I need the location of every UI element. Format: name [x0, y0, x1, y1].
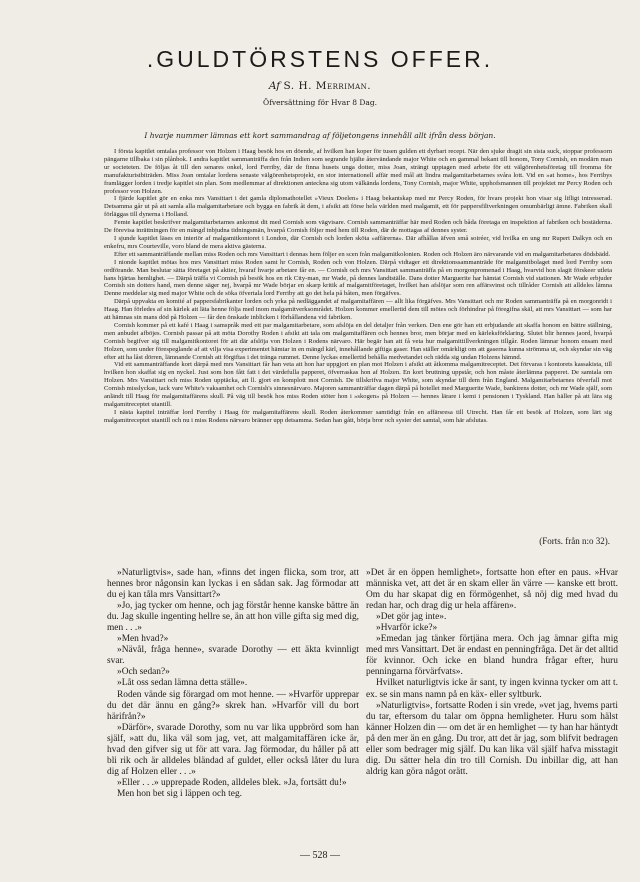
story-title: .GULDTÖRSTENS OFFER. — [146, 46, 494, 72]
paragraph: »Eller . . .» upprepade Roden, alldeles blek. »Ja, fortsätt du!» — [117, 777, 347, 788]
summary-paragraph: I nionde kapitlet mötas hos mrs Vansittart miss Roden samt hr Cornish, Roden och von Holzen. Därpå vidtager ett direktionssammanträde för malgamitbolaget med lord Ferriby som ordförande. Man beslutar sätta företaget på aktier, hvaraf hvarje arbetare får en. — Cornish och mrs Vansittart sammanträffa på en morgonpromenad i Haag, hvarvid hon slagit förskeer utleta hans hjärtas hemlighet. — Därpå träffa vi Cornish på besök hos en rik City-man, mr Wade, på dennes landtställe. Dans dotter Marguerite har hämtat Cornish vid stationen. Mr Wade erbjuder Cornish sin dotters hand, men denne säger nej, hvarpå mr Wade börjar en skarp kritik af malgamitföretaget, hvilket han afslöjar som ren affärsvinst och tillråder Cornish att alldeles lämna Denne meddelar sig med major White och de söka öfvertala lord Ferriby att go det hela på båten, men förgäfves. — [104, 258, 612, 298]
paragraph: »Naturligtvis», fortsatte Roden i sin vrede, »vet jag, hvems parti du tar, eftersom du talar om öppna hemligheter. Huru som hälst känner Holzen din — om det är en hemlighet — ty han har häntydt på den mer än en gång. Du tror, att det är jag, som blifvit bedragen eller som bedrager mig själf. Du kan lika väl själf hafva misstagit dig. Du sätter hela din tro till Cornish. Du inbillar dig, att han aldrig kan göra något orätt. — [366, 700, 618, 777]
summary-paragraph: Efter ett sammanträffande mellan miss Roden och mrs Vansittart i dennas hem följer en scen från malgamitkolonien. Roden och Holzen äro närvarande vid en malgamitarbetares dödsbädd. — [114, 250, 611, 258]
summary-paragraph: Femte kapitlet beskrifver malgamitarbetarnes ankomst dit med Cornish som vägvisare. Cornish sammanträffar här med Roden och båda företaga en inspektion af fabriken och bostäderna. De förevisa inrättningen för en mängd inbjudna tidningsmän, hvarpå Cornish följer med hem till Roden, där de mottagas af dennes syster. — [104, 219, 612, 235]
byline-prefix: Af — [268, 80, 281, 92]
paragraph: »Det är en öppen hemlighet», fortsatte hon efter en paus. »Hvar människa vet, att det är en skam eller än värre — kanske ett brott. Om du har skapat dig en förmögenhet, så nöj dig med hvad du redan har, och drag dig ur hela affären». — [366, 568, 618, 612]
paragraph: »Nävål, fråga henne», svarade Dorothy — ett äkta kvinnligt svar. — [107, 645, 359, 667]
paragraph: »Därför», svarade Dorothy, som nu var lika uppbrörd som han själf, »att du, lika väl som jag, vet, att malgamitaffären icke är, hvad den gifver sig ut för att vara. Jag förmodar, du håller på att bli rik och är alldeles bländad af guldet, eller också låter du lura dig af Holzen eller . . .» — [107, 722, 359, 777]
summary-paragraph: I första kapitlet omtalas professor von Holzen i Haag besök hos en döende, af hvilken han koper för tusen gulden ett dyrbart recept. När den sjuke dragit sin sista suck, stoppar professorn pängarne tillbaka i sin plånbok. I andra kapitlet sammanträffa den från Indien som segrande hjälte återvändande major White och en gammal bekant till honom, Tony Cornish, en modärn man ur societeten. De följas åt till den senares onkel, lord Ferriby, där de finna husets unga dotter, miss Joan, strängt upptagen med arbete för ett välgörenhetsföretag till fromma för manufakturistbiträden. Miss Joan omtalar lordens senaste välgörenhetsprojekt, en stor internationell affär med mål att lindra malgamitarbetarnes svåra lott. Vid en »at home», hos Ferribys framlägger lorden i tredje kapitlet sin plan. Som medlemmar af direktionen anteckna sig utom välkända lordens, Tony Cornish, major White, upphofsmannen till projektet mr Percy Roden och professor von Holzen. — [104, 148, 612, 195]
paragraph: »Men hvad?» — [117, 634, 169, 645]
paragraph: »Och sedan?» — [117, 667, 170, 678]
summary-paragraph: I nästa kapitel inträffar lord Ferriby i Haag för malgamitaffärens skull. Roden återkommer samtidigt från en affärsresa till Utrecht. Han får ett besök af Holzen, som lärt sig malgamitreceptet utantill och nu i miss Rodens närvaro bränner upp detsamma. Sedan han gått, börja bror och syster det samtal, som här afslutas. — [104, 408, 612, 424]
summary-note: I hvarje nummer lämnas ett kort sammandrag af följetongens innehåll allt ifrån dess början. — [144, 131, 496, 140]
paragraph: Men hon bet sig i läppen och teg. — [117, 788, 242, 799]
summary-paragraph: Därpå uppvakta en komité af pappersfabrikanter lorden och yrka på nedläggandet af malgamitaffären — allt lika förgäfves. Mrs Vansittart och mr Roden sammanträffa på en morgonridt i Haag. Han förledes af sin kärlek att läta henne följa med inom malgamitverksområdet. Holzen kommer emellertid dem till mötes och förhindrar på föregifna skäl, att mrs Vansittart — som har att hämnas sin mans död på Holzen — får den önskade inblicken i förhållandena vid fabriken. — [104, 298, 612, 322]
paragraph: »Låt oss sedan lämna detta ställe». — [117, 678, 248, 689]
author-name: S. H. Merriman. — [283, 80, 372, 92]
continuation-note: (Forts. från n:o 32). — [539, 536, 610, 546]
paragraph: »Emedan jag tänker förtjäna mera. Och jag ämnar gifta mig med mrs Vansittart. Det är endast en penningfråga. Det är det alltid för kvinnor. Och icke en bland hundra frågar efter, huru penningarna förvärfvats». — [366, 634, 618, 678]
left-column — [107, 568, 359, 800]
summary-paragraph: Vid ett sammanträffande kort därpå med mrs Vansittart får han veta att hon har uppgjort en plan mot Holzen i afsikt att åtkomma malgamitreceptet. Det förvaras i kontorets kassakista, till hvilken hon skaffat sig en nyckel. Just som hon fått fatt i det värdefulla papperet, öfverraskas hon af Holzen. En kort bruttning uppstår, och hon måste återlämna papperet. De samtala om Holzen. Mrs Vansittart och miss Roden upptäcka, att ll. gjort en komplott mot Cornish. De tillskrifva major White, som skyndar till dem från England. Malgamitarbetarnes öfverfall mot Cornish misslyckas, tack vare White's vaksamhet och Cornish's sinnesnärvaro. Majoren sammanträffar dagen därpå på hotellet med Marguerite Wade, bankirens dotter, och mr Wade själf, som anländt till Haag för malgamitaffärens skull. På väg till besök hos miss Roden stöter hon i »skogen» på Holzen — hennes lärare i kemi i pensionen i Tyskland. Han häller på att lära sig malgamitreceptet utantill. — [104, 361, 612, 408]
right-column — [366, 568, 618, 778]
paragraph: »Jo, jag tycker om henne, och jag förstår henne kanske bättre än du. Jag skulle ingenting hellre se, än att hon ville gifta sig med dig, men . . .» — [107, 601, 359, 634]
page-number: — 528 — — [300, 850, 340, 861]
translation-note: Öfversättning för Hvar 8 Dag. — [262, 98, 378, 107]
paragraph: Hvilket naturligtvis icke är sant, ty ingen kvinna tycker om att t. ex. se sin mans namn på en käx- eller syltburk. — [366, 678, 618, 700]
summary-paragraph: I sjunde kapitlet läses en interiör af malgamitkontoret i London, där Cornish och lorden sköta »affärerna». Där afhållas äfven små soiréer, vid hvilka en ung mr Rupert Dalkyn och en enkefru, mrs Courteville, voro bland de mera aktiva gästerna. — [104, 234, 612, 250]
paragraph: Roden vände sig förargad om mot henne. — »Hvarför upprepar du det där ännu en gång?» skrek han. »Hvarför vill du bort härifrån?» — [107, 689, 359, 722]
byline — [0, 80, 640, 92]
paragraph: »Naturligtvis», sade han, »finns det ingen flicka, som tror, att hennes bror någonsin kan lyckas i en sådan sak. Jag förmodar att du ej kan tåla mrs Vansittart?» — [107, 568, 359, 601]
summary-paragraph: I fjärde kapitlet gör en enka mrs Vansittart i det gamla diplomathotellet »Vieux Doelen» i Haag bekantskap med mr Percy Roden, för hvars projekt hon visar sig lifligt intresserad. Detsamma går ut på att samla alla malgamitarbetare och bygga en fabrik åt dem, i afsikt att förse hela världen med malgamit, ett för pappersfiltverkningen omumbärligt ämne. Fabriken skall förläggas till dynerna i Holland. — [104, 195, 612, 219]
summary-section — [104, 148, 612, 425]
paragraph: »Det gör jag inte». — [376, 612, 447, 623]
paragraph: »Hvarför icke?» — [376, 623, 438, 634]
summary-paragraph: Cornish kommer på ett kafé i Haag i samspråk med ett par malgamitarbetare, som afslöja en del detaljer från verken. Den ene gör han ett erbjudande att skaffa honom en bättre ställning, men anbudet afböjes. Cornish passar på att möta Dorothy Roden i afsikt att tala om malgamitaffären och hennes bror, men börjar med en kärleksförklaring. Slutet blir hennes jaord, hvarpå Cornish begifver sig till malgamitkontoret för att där afslöja von Holzen i Rodens närvaro. Här begär han att få veta hur malgamittillverkningen tillgår. Roden lämnar honom ensam med Holzen, som under förespeglande af att vilja visa experimentet hämtar in en mängd kärl, innehållande giftiga gaser. Han ställer omärkligt om att gaserna kunna strömma ut, och skyndar sin väg efter att ha låst dörren, lämnande Cornish att förgiftas i det tränga rummet. Denne lyckas emellertid behålla medvetandet och rädda sig undan Holzens hämnd. — [104, 321, 612, 361]
